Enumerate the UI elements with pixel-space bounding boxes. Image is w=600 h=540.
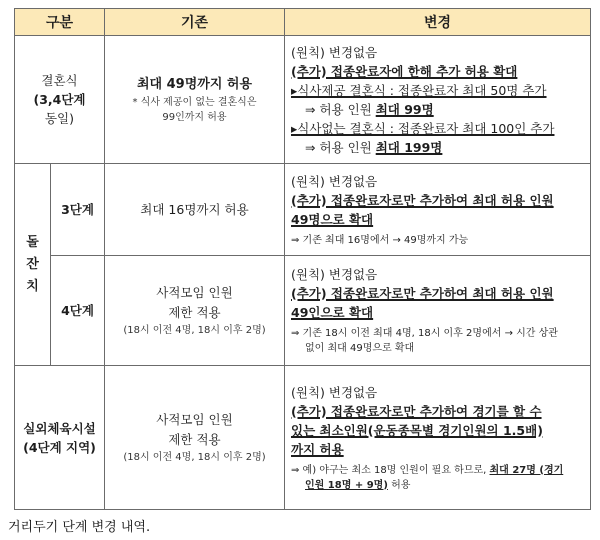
distancing-rules-table (14, 8, 591, 510)
birthday-char-3: 치 (26, 278, 39, 294)
birthday-step4-existing (105, 256, 285, 366)
outdoor-note-2 (291, 478, 586, 493)
birthday-char-1: 돌 (26, 234, 39, 250)
birthday-step4-note-2: 없이 최대 49명으로 확대 (305, 343, 415, 354)
birthday-step4-principle: (원칙) 변경없음 (291, 267, 378, 282)
birthday-step4-changed (285, 256, 591, 366)
birthday-step4-note-1: ⇒ 기존 18시 이전 최대 4명, 18시 이후 2명에서 → 시간 상관 (291, 328, 558, 339)
wedding-changed-principle: (원칙) 변경없음 (291, 44, 378, 60)
birthday-step4-label: 4단계 (51, 256, 105, 366)
outdoor-existing (105, 366, 285, 510)
table-row-outdoor-sports (15, 366, 591, 510)
birthday-step4-existing-2: 제한 적용 (168, 305, 221, 320)
wedding-existing (105, 36, 285, 164)
outdoor-addition-cont: 있는 최소인원(운동종목별 경기인원의 1.5배) (291, 422, 543, 438)
birthday-step3-existing: 최대 16명까지 허용 (105, 164, 285, 256)
category-first-birthday (15, 164, 51, 366)
wedding-existing-note-1: * 식사 제공이 없는 결혼식은 (132, 96, 257, 108)
outdoor-note-1 (291, 463, 586, 478)
birthday-step4-existing-1: 사적모임 인원 (156, 285, 233, 300)
table-header-row (15, 9, 591, 36)
outdoor-existing-2: 제한 적용 (168, 432, 221, 447)
wedding-meal-result-value: 최대 99명 (375, 101, 434, 117)
wedding-meal-result-prefix: ⇒ 허용 인원 (305, 101, 376, 117)
wedding-nomeal-result-prefix: ⇒ 허용 인원 (305, 139, 376, 155)
birthday-step3-addition: (추가) 접종완료자로만 추가하여 최대 허용 인원 (291, 192, 554, 208)
table-row-wedding (15, 36, 591, 164)
wedding-changed-nomeal: ▸식사없는 결혼식 : 접종완료자 최대 100인 추가 (291, 120, 555, 136)
birthday-step3-addition-cont: 49명으로 확대 (291, 211, 374, 227)
wedding-changed-nomeal-result (291, 138, 586, 157)
wedding-changed (285, 36, 591, 164)
birthday-step4-addition: (추가) 접종완료자로만 추가하여 최대 허용 인원 (291, 286, 554, 301)
birthday-step3-note: ⇒ 기존 최대 16명에서 → 49명까지 가능 (291, 234, 469, 246)
header-existing: 기존 (105, 9, 285, 36)
image-caption: 거리두기 단계 변경 내역. (8, 520, 151, 535)
outdoor-existing-3: (18시 이전 4명, 18시 이후 2명) (123, 452, 266, 463)
table-row-birthday-step4 (15, 256, 591, 366)
birthday-char-2: 잔 (26, 256, 39, 272)
outdoor-note-2-suffix: 허용 (387, 479, 411, 491)
category-outdoor-sports (15, 366, 105, 510)
outdoor-existing-1: 사적모임 인원 (156, 412, 233, 427)
wedding-label-sub1: (3,4단계 (33, 92, 86, 107)
birthday-step4-existing-3: (18시 이전 4명, 18시 이후 2명) (123, 325, 266, 336)
birthday-step3-principle: (원칙) 변경없음 (291, 173, 378, 189)
outdoor-note-1-prefix: ⇒ 예) 야구는 최소 18명 인원이 필요 하므로, (291, 464, 490, 476)
wedding-nomeal-result-value: 최대 199명 (375, 139, 443, 155)
wedding-changed-meal-result (291, 100, 586, 119)
birthday-step3-changed (285, 164, 591, 256)
wedding-label: 결혼식 (41, 73, 78, 88)
outdoor-note-2-value: 인원 18명 + 9명) (305, 479, 388, 491)
outdoor-principle: (원칙) 변경없음 (291, 384, 378, 400)
wedding-existing-main: 최대 49명까지 허용 (136, 76, 253, 92)
outdoor-addition-end: 까지 허용 (291, 441, 344, 457)
outdoor-changed (285, 366, 591, 510)
wedding-changed-meal: ▸식사제공 결혼식 : 접종완료자 최대 50명 추가 (291, 82, 547, 98)
outdoor-label: 실외체육시설 (23, 420, 96, 436)
header-changed: 변경 (285, 9, 591, 36)
outdoor-addition: (추가) 접종완료자로만 추가하여 경기를 할 수 (291, 403, 542, 419)
rules-table-container (14, 8, 590, 510)
table-row-birthday-step3 (15, 164, 591, 256)
wedding-changed-addition: (추가) 접종완료자에 한해 추가 허용 확대 (291, 63, 518, 79)
birthday-step4-addition-cont: 49인으로 확대 (291, 305, 374, 320)
outdoor-label-sub: (4단계 지역) (23, 439, 96, 455)
category-wedding (15, 36, 105, 164)
wedding-label-sub2: 동일) (44, 111, 75, 126)
outdoor-note-1-value: 최대 27명 (경기 (489, 464, 564, 476)
header-category: 구분 (15, 9, 105, 36)
wedding-existing-note-2: 99인까지 허용 (162, 111, 227, 123)
birthday-step3-label: 3단계 (51, 164, 105, 256)
